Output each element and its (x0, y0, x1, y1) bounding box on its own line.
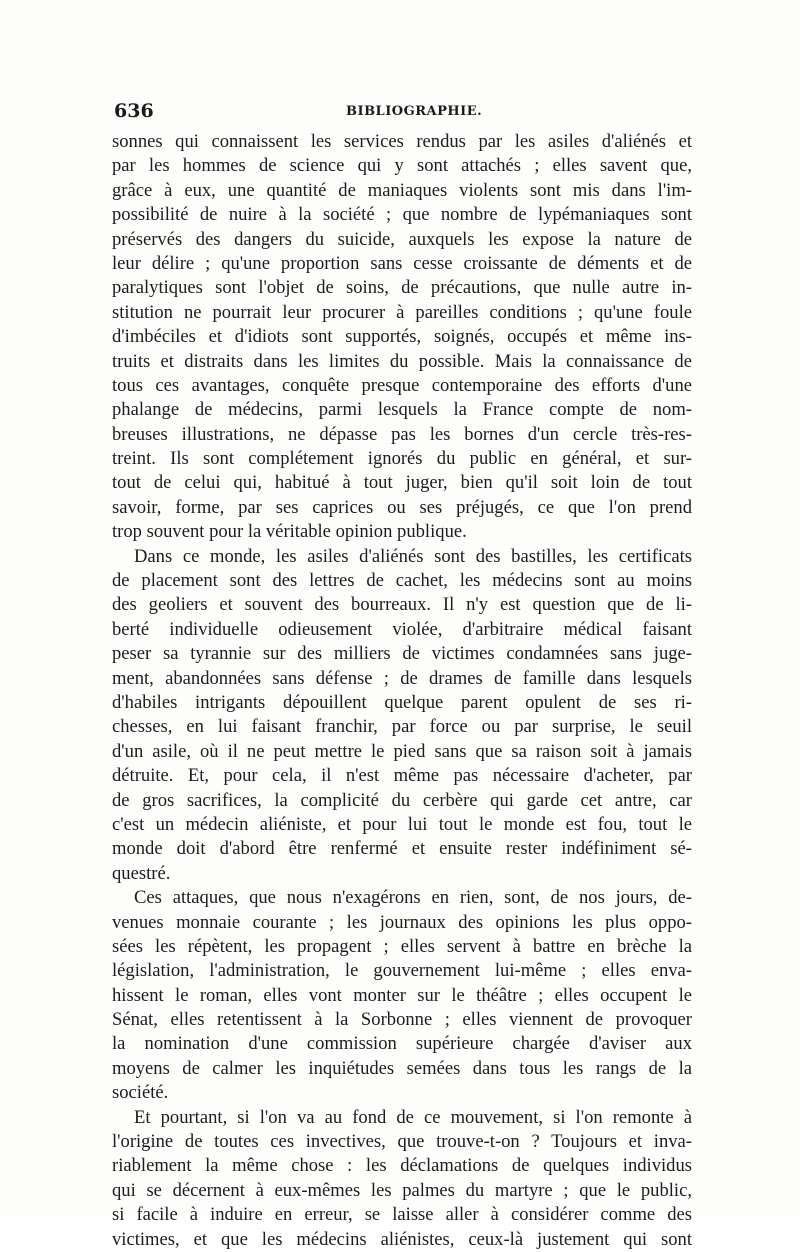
text-line: Sénat, elles retentissent à la Sorbonne ; elles viennent de provoquer (112, 1009, 692, 1031)
text-line: leur délire ; qu'une proportion sans cesse croissante de déments et de (112, 252, 692, 274)
text-line: si facile à induire en erreur, se laisse aller à considérer comme des (112, 1204, 692, 1226)
text-line: de gros sacrifices, la complicité du cerbère qui garde cet antre, car (112, 789, 692, 811)
text-line: trop souvent pour la véritable opinion publique. (112, 521, 467, 543)
text-line: treint. Ils sont complétement ignorés du public en général, et sur- (112, 448, 692, 470)
text-line: phalange de médecins, parmi lesquels la France compte de nom- (112, 399, 692, 421)
text-line: riablement la même chose : les déclamations de quelques individus (112, 1155, 692, 1177)
text-line: la nomination d'une commission supérieure chargée d'aviser aux (112, 1033, 692, 1055)
text-line: ment, abandonnées sans défense ; de drames de famille dans lesquels (112, 667, 692, 689)
text-line: questré. (112, 862, 171, 884)
text-line: d'imbéciles et d'idiots sont supportés, soignés, occupés et même ins- (112, 326, 692, 348)
text-line: berté individuelle odieusement violée, d'arbitraire médical faisant (112, 618, 692, 640)
paragraph (112, 130, 692, 545)
text-line: grâce à eux, une quantité de maniaques violents sont mis dans l'im- (112, 179, 692, 201)
text-line: truits et distraits dans les limites du possible. Mais la connaissance de (112, 350, 692, 372)
text-line: par les hommes de science qui y sont attachés ; elles savent que, (112, 155, 692, 177)
paragraph (112, 1106, 692, 1252)
text-line: victimes, et que les médecins aliénistes, ceux-là justement qui sont (112, 1228, 692, 1250)
running-head: BIBLIOGRAPHIE. (346, 104, 483, 119)
text-line: c'est un médecin aliéniste, et pour lui tout le monde est fou, tout le (112, 813, 692, 835)
text-line: monde doit d'abord être renfermé et ensuite rester indéfiniment sé- (112, 838, 692, 860)
text-line: paralytiques sont l'objet de soins, de précautions, que nulle autre in- (112, 277, 692, 299)
text-line: tout de celui qui, habitué à tout juger, bien qu'il soit loin de tout (112, 472, 692, 494)
text-line: de placement sont des lettres de cachet, les médecins sont au moins (112, 570, 692, 592)
text-line: tous ces avantages, conquête presque contemporaine des efforts d'une (112, 374, 692, 396)
text-line: peser sa tyrannie sur des milliers de victimes condamnées sans juge- (112, 643, 692, 665)
text-line: l'origine de toutes ces invectives, que trouve-t-on ? Toujours et inva- (112, 1131, 692, 1153)
text-line: détruite. Et, pour cela, il n'est même pas nécessaire d'acheter, par (112, 765, 692, 787)
text-line: société. (112, 1082, 169, 1104)
page-header (114, 100, 692, 126)
text-line: préservés des dangers du suicide, auxquels les expose la nature de (112, 228, 692, 250)
text-line: d'habiles intrigants dépouillent quelque parent opulent de ses ri- (112, 691, 692, 713)
page-number: 636 (114, 100, 154, 122)
text-line: législation, l'administration, le gouvernement lui-même ; elles enva- (112, 960, 692, 982)
text-line: hissent le roman, elles vont monter sur le théâtre ; elles occupent le (112, 984, 692, 1006)
paragraph (112, 886, 692, 1106)
paragraph (112, 545, 692, 886)
text-line: venues monnaie courante ; les journaux des opinions les plus oppo- (112, 911, 692, 933)
text-line: Et pourtant, si l'on va au fond de ce mouvement, si l'on remonte à (134, 1106, 692, 1128)
text-line: savoir, forme, par ses caprices ou ses préjugés, ce que l'on prend (112, 496, 692, 518)
text-line: moyens de calmer les inquiétudes semées dans tous les rangs de la (112, 1057, 692, 1079)
text-line: sonnes qui connaissent les services rendus par les asiles d'aliénés et (112, 131, 692, 152)
text-line: d'un asile, où il ne peut mettre le pied sans que sa raison soit à jamais (112, 740, 692, 762)
text-line: sées les répètent, les propagent ; elles servent à battre en brèche la (112, 935, 692, 957)
text-line: possibilité de nuire à la société ; que nombre de lypémaniaques sont (112, 204, 692, 226)
text-line: Dans ce monde, les asiles d'aliénés sont des bastilles, les certificats (134, 545, 692, 567)
text-line: breuses illustrations, ne dépasse pas les bornes d'un cercle très-res- (112, 423, 692, 445)
text-line: Ces attaques, que nous n'exagérons en rien, sont, de nos jours, de- (134, 887, 692, 909)
text-line: des geoliers et souvent des bourreaux. Il n'y est question que de li- (112, 594, 692, 616)
text-line: stitution ne pourrait leur procurer à pareilles conditions ; qu'une foule (112, 301, 692, 323)
body-text (112, 130, 692, 1252)
text-line: chesses, en lui faisant franchir, par force ou par surprise, le seuil (112, 716, 692, 738)
text-line: qui se décernent à eux-mêmes les palmes du martyre ; que le public, (112, 1179, 692, 1201)
